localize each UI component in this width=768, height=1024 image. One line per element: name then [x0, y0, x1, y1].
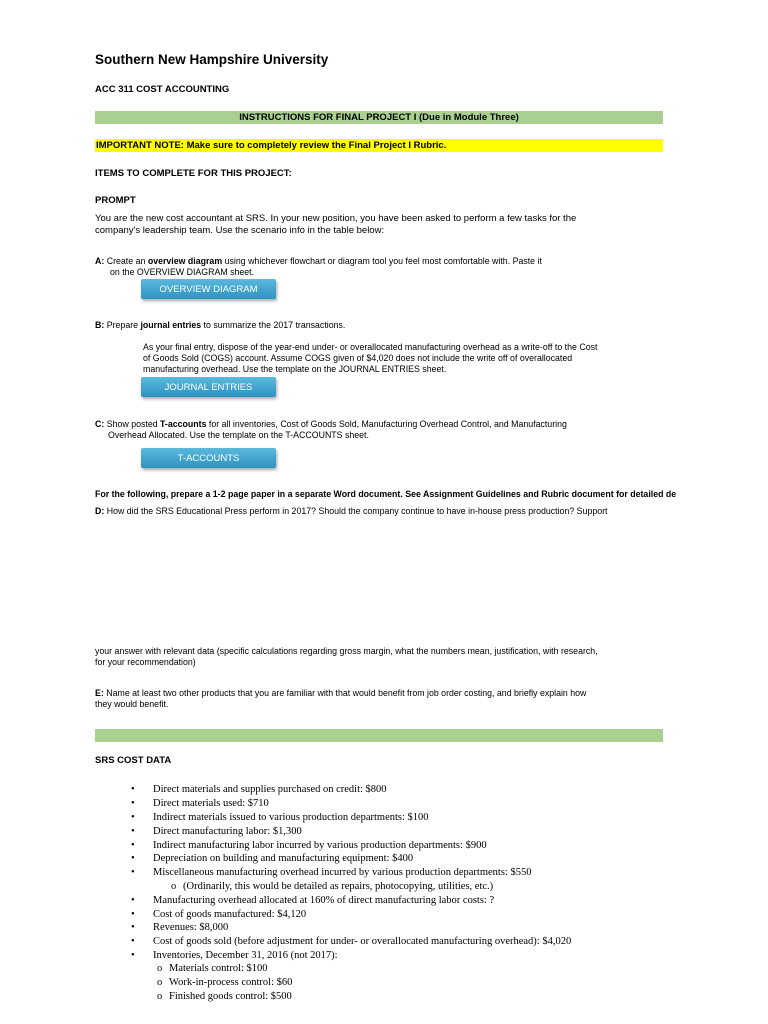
- instructions-title: INSTRUCTIONS FOR FINAL PROJECT I (Due in Module Three): [239, 112, 519, 123]
- bullet-icon: •: [131, 867, 135, 878]
- bullet-icon: •: [131, 798, 135, 809]
- task-e-line-2: they would benefit.: [95, 699, 169, 709]
- task-a-post: using whichever flowchart or diagram tool you feel most comfortable with. Paste it: [222, 256, 542, 266]
- list-item: • Miscellaneous manufacturing overhead incurred by various production departments: $550: [131, 867, 532, 878]
- task-a-bold: overview diagram: [147, 256, 223, 266]
- bullet-icon: •: [131, 853, 135, 864]
- bullet-icon: •: [131, 922, 135, 933]
- task-e-line-1: [95, 688, 586, 699]
- task-a-line-2: on the OVERVIEW DIAGRAM sheet.: [110, 267, 255, 277]
- bullet-icon: •: [131, 936, 135, 947]
- bullet-icon: •: [131, 826, 135, 837]
- cost-data-heading: SRS COST DATA: [95, 755, 172, 766]
- paper-instruction: For the following, prepare a 1-2 page paper in a separate Word document. See Assignment Guidelines and Rubric document for detailed de: [95, 489, 677, 499]
- overview-diagram-button[interactable]: OVERVIEW DIAGRAM: [141, 279, 276, 299]
- task-c-post: for all inventories, Cost of Goods Sold, Manufacturing Overhead Control, and Manufacturing: [206, 419, 567, 429]
- list-item: • Direct materials used: $710: [131, 798, 269, 809]
- task-b-post: to summarize the 2017 transactions.: [201, 320, 346, 330]
- task-e-letter: E:: [95, 688, 104, 698]
- sub-list-item: o (Ordinarily, this would be detailed as repairs, photocopying, utilities, etc.): [171, 881, 494, 892]
- task-a-letter: A:: [95, 256, 105, 266]
- prompt-line-1: You are the new cost accountant at SRS. In your new position, you have been asked to perform a few tasks for the: [95, 213, 577, 224]
- journal-entries-button[interactable]: JOURNAL ENTRIES: [141, 377, 276, 397]
- list-item: • Inventories, December 31, 2016 (not 2017):: [131, 950, 338, 961]
- sub-bullet-icon: o: [157, 963, 163, 974]
- task-b-bold: journal entries: [140, 320, 202, 330]
- task-d-line-2: your answer with relevant data (specific calculations regarding gross margin, what the numbers mean, justification, with research,: [95, 646, 598, 656]
- sub-bullet-icon: o: [157, 977, 163, 988]
- list-item: • Indirect materials issued to various production departments: $100: [131, 812, 429, 823]
- task-c-letter: C:: [95, 419, 105, 429]
- important-note: IMPORTANT NOTE: Make sure to completely review the Final Project I Rubric.: [96, 140, 447, 151]
- list-item: • Manufacturing overhead allocated at 160% of direct manufacturing labor costs: ?: [131, 895, 495, 906]
- list-item: • Indirect manufacturing labor incurred by various production departments: $900: [131, 840, 487, 851]
- list-item: • Cost of goods manufactured: $4,120: [131, 909, 307, 920]
- task-d-letter: D:: [95, 506, 105, 516]
- list-item: • Direct manufacturing labor: $1,300: [131, 826, 302, 837]
- task-b-line-1: [95, 320, 345, 331]
- task-d-line-3: for your recommendation): [95, 657, 196, 667]
- task-b-note-3: manufacturing overhead. Use the template on the JOURNAL ENTRIES sheet.: [143, 364, 447, 374]
- task-d-line-1: [95, 506, 712, 517]
- bullet-icon: •: [131, 840, 135, 851]
- sub-list-item: o Finished goods control: $500: [157, 991, 292, 1002]
- sub-list-item: o Materials control: $100: [157, 963, 268, 974]
- list-item: • Revenues: $8,000: [131, 922, 229, 933]
- list-item: • Cost of goods sold (before adjustment for under- or overallocated manufacturing overhead): $4,020: [131, 936, 572, 947]
- bullet-icon: •: [131, 909, 135, 920]
- task-c-line-1: [95, 419, 567, 430]
- bullet-icon: •: [131, 812, 135, 823]
- task-c-line-2: Overhead Allocated. Use the template on the T-ACCOUNTS sheet.: [108, 430, 369, 440]
- prompt-line-2: company's leadership team. Use the scenario info in the table below:: [95, 225, 385, 236]
- section-divider-bar: [95, 729, 663, 742]
- task-a-line-1: [95, 256, 542, 267]
- list-item: • Direct materials and supplies purchased on credit: $800: [131, 784, 387, 795]
- university-title: Southern New Hampshire University: [95, 52, 329, 67]
- bullet-icon: •: [131, 895, 135, 906]
- items-heading: ITEMS TO COMPLETE FOR THIS PROJECT:: [95, 168, 292, 179]
- prompt-heading: PROMPT: [95, 195, 136, 206]
- task-b-note-2: of Goods Sold (COGS) account. Assume COGS given of $4,020 does not include the write off of overallocated: [143, 353, 573, 363]
- course-title: ACC 311 COST ACCOUNTING: [95, 84, 230, 95]
- task-c-pre: Show posted: [104, 419, 161, 429]
- t-accounts-button[interactable]: T-ACCOUNTS: [141, 448, 276, 468]
- task-c-bold: T-accounts: [160, 419, 207, 429]
- task-b-pre: Prepare: [104, 320, 141, 330]
- task-b-letter: B:: [95, 320, 105, 330]
- sub-list-item: o Work-in-process control: $60: [157, 977, 293, 988]
- bullet-icon: •: [131, 784, 135, 795]
- task-a-pre: Create an: [104, 256, 148, 266]
- sub-bullet-icon: o: [157, 991, 163, 1002]
- list-item: • Depreciation on building and manufacturing equipment: $400: [131, 853, 414, 864]
- bullet-icon: •: [131, 950, 135, 961]
- task-d-text: How did the SRS Educational Press perform in 2017? Should the company continue to have in-house press production? Support: [104, 506, 608, 516]
- task-e-text: Name at least two other products that you are familiar with that would benefit from job order costing, and briefly explain how: [103, 688, 587, 698]
- sub-bullet-icon: o: [171, 881, 177, 892]
- task-b-note-1: As your final entry, dispose of the year-end under- or overallocated manufacturing overhead as a write-off to the Cost: [143, 342, 598, 352]
